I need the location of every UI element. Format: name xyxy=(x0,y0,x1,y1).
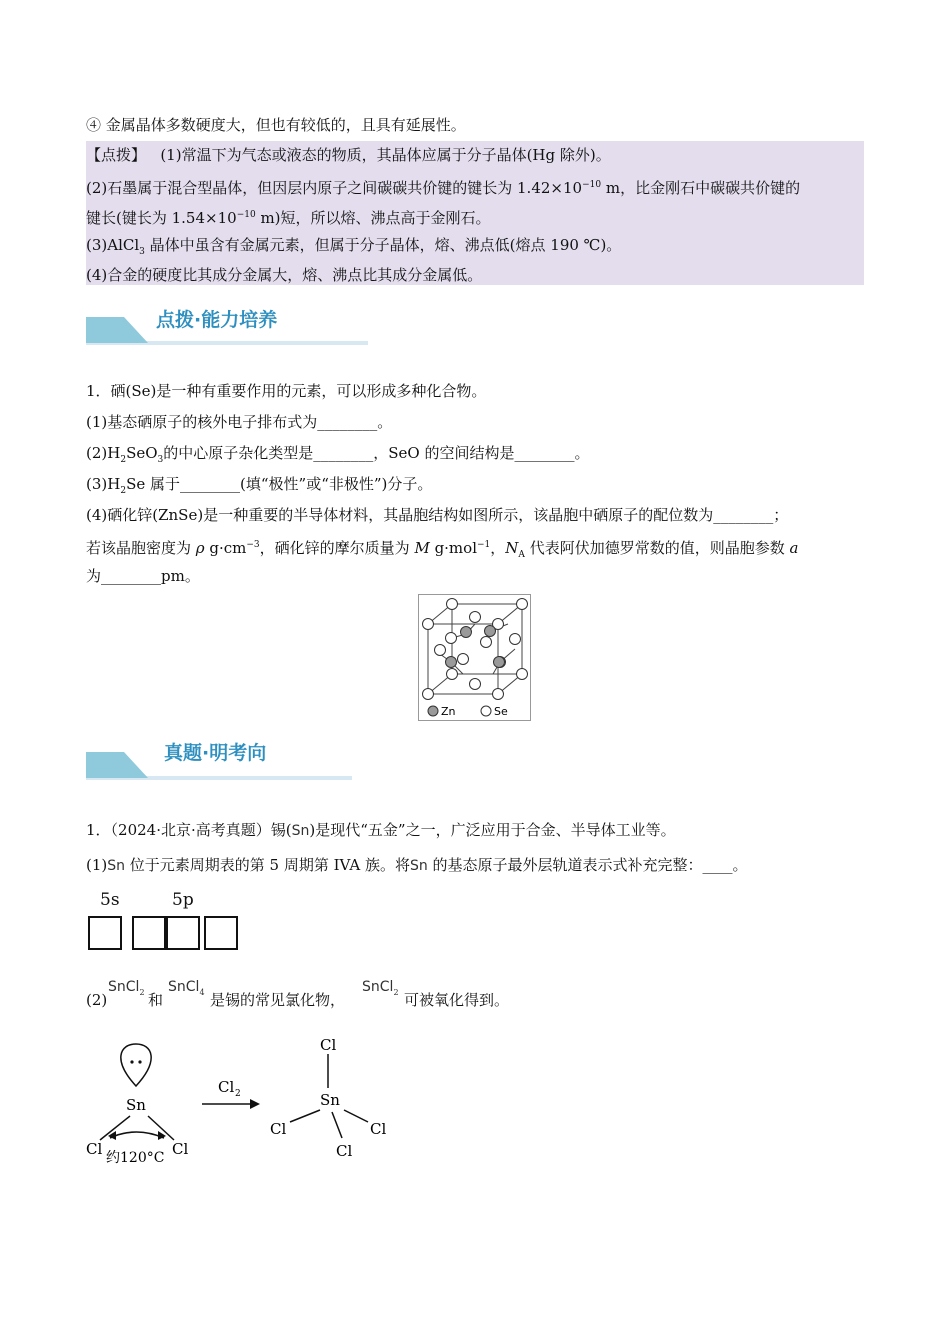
tip-line-5: (4)合金的硬度比其成分金属大，熔、沸点比其成分金属低。 xyxy=(86,266,483,284)
q1-part-2 xyxy=(86,443,590,470)
se-legend-swatch xyxy=(481,706,491,716)
exponent: −1 xyxy=(477,540,491,550)
text: )是现代“五金”之一，广泛应用于合金、半导体工业等。 xyxy=(309,821,676,839)
lattice-param-symbol: a xyxy=(789,539,799,557)
text: 代表阿伏加德罗常数的值，则晶胞参数 xyxy=(524,539,790,557)
tip-text-2b: 键长(键长为 1.54×10 xyxy=(86,209,237,227)
tip-text-3-tail: 晶体中虽含有金属元素，但属于分子晶体，熔、沸点低(熔点 190 ℃)。 xyxy=(144,236,622,254)
tip-line-3 xyxy=(86,205,491,228)
cl-atom: Cl xyxy=(172,1140,189,1158)
lone-pair-lobe xyxy=(121,1044,151,1086)
section-tab-shape xyxy=(86,317,150,343)
q2-part-2-formulas xyxy=(108,976,145,997)
orbital-label-5p: 5p xyxy=(172,890,194,910)
formula-sncl4: SnCl xyxy=(168,979,200,995)
subscript: 2 xyxy=(393,988,399,998)
subscript: 4 xyxy=(199,988,205,998)
angle-arc xyxy=(110,1132,164,1138)
section-title: 真题·明考向 xyxy=(164,742,267,764)
text: 的基态原子最外层轨道表示式补充完整：____。 xyxy=(427,856,748,874)
tip-text-1: (1)常温下为气态或液态的物质，其晶体应属于分子晶体(Hg 除外)。 xyxy=(160,146,611,164)
q1-part-4: (4)硒化锌(ZnSe)是一种重要的半导体材料，其晶胞结构如图所示，该晶胞中硒原子的配位数为________； xyxy=(86,506,789,524)
orbital-box-5p-2[interactable] xyxy=(166,916,200,950)
exponent: −10 xyxy=(236,210,256,220)
rho-symbol: ρ xyxy=(195,539,205,557)
orbital-box-5p-1[interactable] xyxy=(132,916,166,950)
section-header-2 xyxy=(86,738,352,782)
text: Se 属于________(填“极性”或“非极性”)分子。 xyxy=(126,475,433,493)
legend-se: Se xyxy=(494,705,508,718)
reaction-scheme xyxy=(84,1030,404,1170)
q1-part-4b xyxy=(86,535,798,565)
avogadro-symbol: N xyxy=(505,539,519,557)
formula-sncl2: SnCl xyxy=(108,979,140,995)
bond xyxy=(332,1112,342,1138)
and-word: 和 xyxy=(148,991,164,1009)
q1-part-1: (1)基态硒原子的核外电子排布式为________。 xyxy=(86,413,393,431)
text: ， xyxy=(490,539,506,557)
q1-part-3 xyxy=(86,474,432,501)
molar-mass-symbol: M xyxy=(414,539,430,557)
text: ，硒化锌的摩尔质量为 xyxy=(259,539,415,557)
text: 的中心原子杂化类型是________，SeO 的空间结构是________。 xyxy=(163,444,590,462)
bond xyxy=(344,1110,368,1122)
bond xyxy=(290,1110,320,1122)
sn-atom-right: Sn xyxy=(320,1091,340,1109)
subscript: A xyxy=(518,550,525,560)
tip-text-2b-tail: m)短，所以熔、沸点高于金刚石。 xyxy=(255,209,491,227)
text: SeO xyxy=(126,444,158,462)
orbital-box-5p-3[interactable] xyxy=(204,916,238,950)
text: g·mol xyxy=(429,539,477,557)
sn-symbol: Sn xyxy=(409,858,428,874)
tip-text-2a-tail: m，比金刚石中碳碳共价键的 xyxy=(601,179,801,197)
legend-zn: Zn xyxy=(441,705,456,718)
text: (3)H xyxy=(86,475,121,493)
subscript: 2 xyxy=(120,486,127,496)
formula-sncl2: SnCl xyxy=(362,979,394,995)
sn-symbol: Sn xyxy=(107,858,126,874)
tip-label: 【点拨】 xyxy=(86,146,147,164)
q2-part-2-formula-2 xyxy=(168,976,205,997)
orbital-label-5s: 5s xyxy=(100,890,120,910)
zn-legend-swatch xyxy=(428,706,438,716)
q2-part-2: (2) xyxy=(86,991,108,1009)
tip-text-3: (3)AlCl xyxy=(86,236,140,254)
q1-stem: 1．硒(Se)是一种有重要作用的元素，可以形成多种化合物。 xyxy=(86,382,487,400)
subscript: 3 xyxy=(139,247,145,257)
q2-part-1 xyxy=(86,855,748,876)
sn-atom-left: Sn xyxy=(126,1096,146,1114)
reagent-label: Cl xyxy=(218,1078,235,1096)
q2-part-2-mid: 是锡的常见氯化物， xyxy=(210,991,346,1009)
bond-angle-label: 约120°C xyxy=(106,1150,165,1166)
cl-atom: Cl xyxy=(336,1142,353,1160)
text: (2)H xyxy=(86,444,121,462)
section-title: 点拨·能力培养 xyxy=(156,309,278,331)
text: 1．（2024·北京·高考真题）锡( xyxy=(86,821,292,839)
q2-stem xyxy=(86,820,676,841)
tip-line-1 xyxy=(86,145,611,165)
cl-atom: Cl xyxy=(370,1120,387,1138)
text: (1) xyxy=(86,856,108,874)
sn-symbol: Sn xyxy=(291,823,310,839)
arrowhead xyxy=(250,1099,260,1109)
electron-dot xyxy=(130,1060,133,1063)
tip-text-2a: (2)石墨属于混合型晶体，但因层内原子之间碳碳共价键的键长为 1.42×10 xyxy=(86,179,583,197)
subscript: 3 xyxy=(157,455,164,465)
znse-unit-cell-figure xyxy=(418,594,532,722)
section-header-1 xyxy=(86,303,368,347)
exponent: −3 xyxy=(246,540,260,550)
q2-part-2-tail: 可被氧化得到。 xyxy=(404,991,510,1009)
reagent-subscript: 2 xyxy=(235,1089,241,1099)
q2-part-2-formula-3 xyxy=(362,976,399,997)
section-tab-shape xyxy=(86,752,150,778)
cl-atom: Cl xyxy=(270,1120,287,1138)
q1-part-4c: 为________pm。 xyxy=(86,567,200,585)
electron-dot xyxy=(138,1060,141,1063)
cl-atom: Cl xyxy=(86,1140,103,1158)
orbital-box-5s[interactable] xyxy=(88,916,122,950)
text: 若该晶胞密度为 xyxy=(86,539,196,557)
text: g·cm xyxy=(204,539,247,557)
subscript: 2 xyxy=(120,455,127,465)
exponent: −10 xyxy=(582,180,602,190)
text: 位于元素周期表的第 5 周期第 IVA 族。将 xyxy=(125,856,410,874)
tip-line-4 xyxy=(86,235,621,262)
intro-line: ④ 金属晶体多数硬度大，但也有较低的，且具有延展性。 xyxy=(86,116,466,134)
cl-atom: Cl xyxy=(320,1036,337,1054)
tip-line-2 xyxy=(86,175,800,198)
subscript: 2 xyxy=(139,988,145,998)
